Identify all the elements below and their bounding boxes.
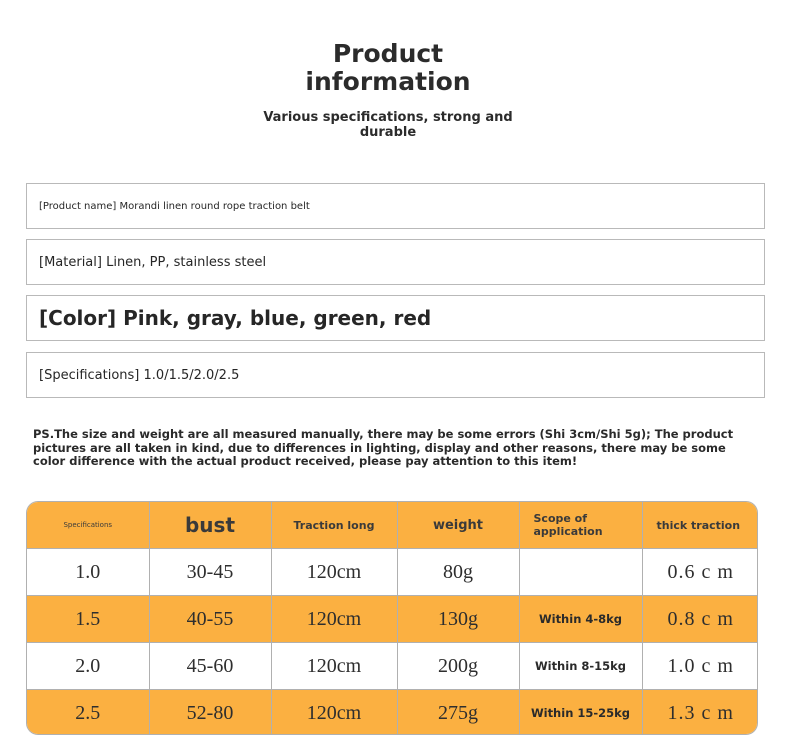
size-table-grid: [27, 502, 758, 735]
page-title-line2: information: [305, 67, 471, 96]
header-bust: bust: [149, 502, 271, 549]
page-subtitle: [0, 110, 776, 140]
cell-thick: 1.0 c m: [642, 643, 758, 690]
cell-traction: 120cm: [271, 549, 397, 596]
cell-thick: 0.6 c m: [642, 549, 758, 596]
cell-scope: [519, 549, 642, 596]
cell-thick: 0.8 c m: [642, 596, 758, 643]
cell-bust: 45-60: [149, 643, 271, 690]
cell-spec: 1.5: [27, 596, 149, 643]
cell-scope: Within 15-25kg: [519, 690, 642, 736]
header-thick-traction: thick traction: [642, 502, 758, 549]
header-traction-long: Traction long: [271, 502, 397, 549]
page-title: [0, 40, 776, 96]
table-header-row: [27, 502, 758, 549]
cell-spec: 1.0: [27, 549, 149, 596]
page-title-line1: Product: [332, 39, 444, 68]
header-scope: Scope of application: [519, 502, 642, 549]
cell-bust: 30-45: [149, 549, 271, 596]
table-row: [27, 643, 758, 690]
cell-weight: 275g: [397, 690, 519, 736]
cell-spec: 2.0: [27, 643, 149, 690]
disclaimer-note: PS.The size and weight are all measured manually, there may be some errors (Shi 3cm/Shi 5g); The product pictures are all taken in kind, due to differences in lighting, display and other reasons, there may be some color difference with the actual product received, please pay attention to this item!: [33, 427, 734, 468]
cell-bust: 52-80: [149, 690, 271, 736]
table-row: [27, 690, 758, 736]
page-subtitle-line1: Various specifications, strong and: [263, 110, 513, 125]
specifications-box: [Specifications] 1.0/1.5/2.0/2.5: [26, 352, 765, 398]
cell-scope: Within 8-15kg: [519, 643, 642, 690]
table-row: [27, 549, 758, 596]
size-table: [26, 501, 758, 735]
cell-weight: 130g: [397, 596, 519, 643]
table-row: [27, 596, 758, 643]
cell-scope: Within 4-8kg: [519, 596, 642, 643]
material-box: [Material] Linen, PP, stainless steel: [26, 239, 765, 285]
cell-weight: 200g: [397, 643, 519, 690]
cell-bust: 40-55: [149, 596, 271, 643]
page-subtitle-line2: durable: [359, 125, 417, 140]
product-name-box: [Product name] Morandi linen round rope traction belt: [26, 183, 765, 229]
cell-spec: 2.5: [27, 690, 149, 736]
color-box: [Color] Pink, gray, blue, green, red: [26, 295, 765, 341]
cell-traction: 120cm: [271, 596, 397, 643]
header-specifications: Specifications: [27, 502, 149, 549]
cell-thick: 1.3 c m: [642, 690, 758, 736]
header-weight: weight: [397, 502, 519, 549]
cell-traction: 120cm: [271, 690, 397, 736]
cell-weight: 80g: [397, 549, 519, 596]
cell-traction: 120cm: [271, 643, 397, 690]
